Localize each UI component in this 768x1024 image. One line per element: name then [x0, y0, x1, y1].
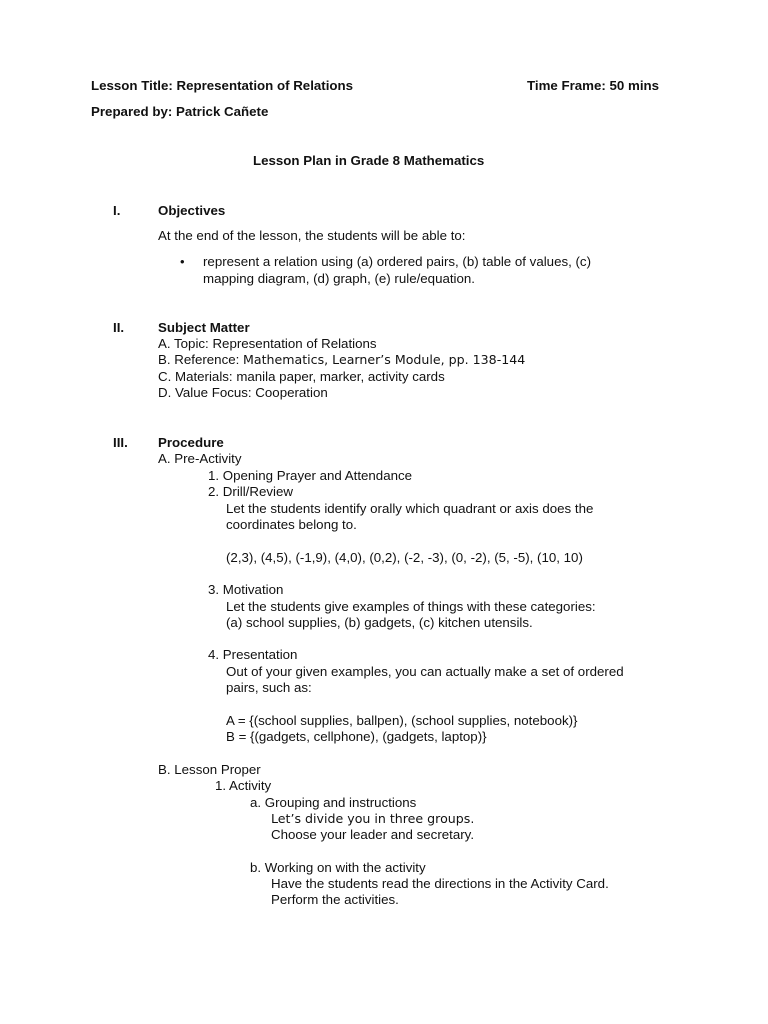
activity-text: Have the students read the directions in the Activity Card. — [271, 876, 609, 891]
time-frame: Time Frame: 50 mins — [527, 78, 660, 93]
section-heading: Objectives — [158, 203, 226, 218]
procedure-text: Let the students give examples of things with these categories: — [226, 599, 596, 614]
procedure-item: 4. Presentation — [208, 647, 298, 662]
pre-activity-heading: A. Pre-Activity — [158, 451, 242, 466]
lesson-proper-heading: B. Lesson Proper — [158, 762, 261, 777]
bullet-marker: • — [180, 254, 185, 269]
objective-line: represent a relation using (a) ordered pairs, (b) table of values, (c) — [203, 254, 592, 269]
activity-heading: 1. Activity — [215, 778, 272, 793]
objective-line: mapping diagram, (d) graph, (e) rule/equation. — [203, 271, 475, 286]
procedure-item: 2. Drill/Review — [208, 484, 293, 499]
coordinates-list: (2,3), (4,5), (-1,9), (4,0), (0,2), (-2, -3), (0, -2), (5, -5), (10, 10) — [226, 550, 583, 565]
procedure-text: (a) school supplies, (b) gadgets, (c) kitchen utensils. — [226, 615, 533, 630]
activity-text: Let’s divide you in three groups. — [271, 811, 475, 826]
procedure-text: coordinates belong to. — [226, 517, 357, 532]
activity-sub-item: a. Grouping and instructions — [250, 795, 417, 810]
procedure-text: Out of your given examples, you can actually make a set of ordered — [226, 664, 624, 679]
set-a: A = {(school supplies, ballpen), (school supplies, notebook)} — [226, 713, 578, 728]
lesson-title: Lesson Title: Representation of Relations — [91, 78, 354, 93]
activity-text: Choose your leader and secretary. — [271, 827, 475, 842]
reference-label: B. Reference: — [158, 352, 243, 367]
section-heading: Procedure — [158, 435, 224, 450]
section-number: I. — [113, 203, 121, 218]
reference-line — [158, 352, 525, 368]
objectives-intro: At the end of the lesson, the students will be able to: — [158, 228, 466, 243]
materials-line: C. Materials: manila paper, marker, activity cards — [158, 369, 445, 384]
value-focus-line: D. Value Focus: Cooperation — [158, 385, 328, 400]
activity-sub-item: b. Working on with the activity — [250, 860, 426, 875]
procedure-item: 1. Opening Prayer and Attendance — [208, 468, 413, 483]
procedure-text: pairs, such as: — [226, 680, 312, 695]
section-heading: Subject Matter — [158, 320, 250, 335]
activity-text: Perform the activities. — [271, 892, 399, 907]
section-number: III. — [113, 435, 128, 450]
reference-value: Mathematics, Learner’s Module, pp. 138-144 — [243, 352, 526, 367]
prepared-by: Prepared by: Patrick Cañete — [91, 104, 269, 119]
set-b: B = {(gadgets, cellphone), (gadgets, laptop)} — [226, 729, 487, 744]
procedure-item: 3. Motivation — [208, 582, 284, 597]
document-title: Lesson Plan in Grade 8 Mathematics — [253, 153, 485, 168]
topic-line: A. Topic: Representation of Relations — [158, 336, 377, 351]
procedure-text: Let the students identify orally which quadrant or axis does the — [226, 501, 594, 516]
section-number: II. — [113, 320, 125, 335]
